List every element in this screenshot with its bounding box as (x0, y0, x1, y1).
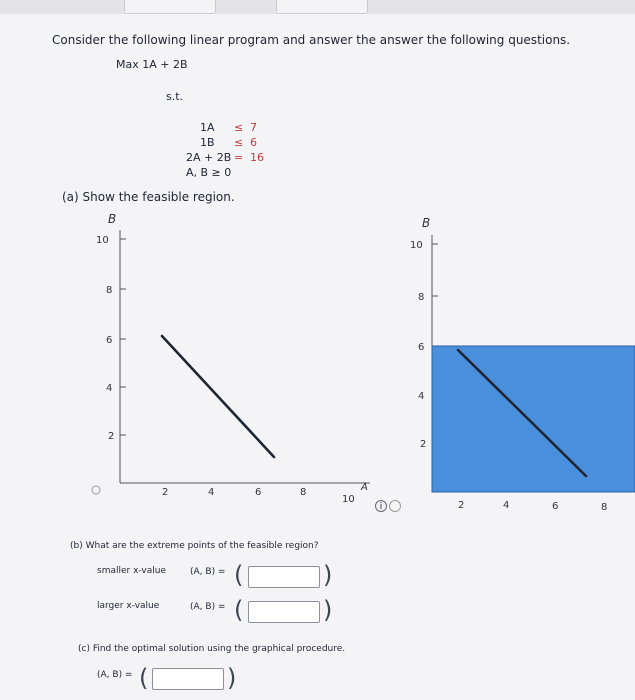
nonnegativity: A, B ≥ 0 (186, 166, 232, 179)
right-x-tick-label-4: 4 (503, 500, 510, 511)
right-y-tick-label-4: 4 (418, 391, 425, 402)
feasible-region-fill[interactable] (432, 346, 635, 492)
smaller-x-label: smaller x-value (97, 566, 166, 576)
toolbar-button-middle[interactable] (276, 0, 368, 14)
left-y-axis-label: B (108, 212, 117, 226)
constraint-2-rhs: 6 (250, 136, 257, 149)
left-x-axis-label: A (361, 482, 368, 493)
left-y-tick-label-8: 8 (106, 285, 113, 296)
right-y-tick-label-10: 10 (410, 240, 423, 251)
right-graph[interactable] (395, 210, 635, 515)
left-x-tick-label-10: 10 (342, 494, 355, 505)
part-b-prompt: (b) What are the extreme points of the feasible region? (70, 541, 319, 551)
toolbar-button-left[interactable] (124, 0, 216, 14)
right-y-tick-label-8: 8 (418, 292, 425, 303)
constraint-2-lhs: 1B (200, 136, 215, 149)
larger-open-paren: ( (234, 596, 244, 624)
right-x-tick-label-6: 6 (552, 501, 559, 512)
constraint-2-op: ≤ (234, 136, 244, 149)
left-x-tick-label-4: 4 (208, 487, 215, 498)
objective-function: Max 1A + 2B (116, 58, 188, 71)
larger-close-paren: ) (323, 596, 333, 624)
constraint-1-lhs: 1A (200, 121, 215, 134)
optimal-close-paren: ) (227, 664, 237, 692)
larger-point-input[interactable] (248, 601, 320, 623)
origin-marker (92, 486, 100, 494)
optimal-open-paren: ( (139, 664, 149, 692)
right-y-tick-label-2: 2 (420, 439, 427, 450)
left-x-tick-label-2: 2 (162, 487, 169, 498)
smaller-point-input[interactable] (248, 566, 320, 588)
left-y-tick-label-2: 2 (108, 431, 115, 442)
larger-x-label: larger x-value (97, 601, 160, 611)
right-x-tick-label-8: 8 (601, 502, 608, 513)
smaller-open-paren: ( (234, 561, 244, 589)
intro-text: Consider the following linear program and answer the answer the following questions. (52, 33, 571, 47)
optimal-pair-label: (A, B) = (97, 670, 133, 680)
smaller-close-paren: ) (323, 561, 333, 589)
top-toolbar (0, 0, 635, 14)
right-y-tick-label-6: 6 (418, 342, 425, 353)
info-icon[interactable] (374, 499, 404, 513)
constraint-3-lhs: 2A + 2B (186, 151, 232, 164)
right-y-axis-label: B (422, 216, 431, 230)
subject-to-label: s.t. (166, 90, 184, 103)
constraint-1-rhs: 7 (250, 121, 257, 134)
left-graph[interactable] (78, 205, 383, 505)
constraint-3-op: = (234, 151, 244, 164)
part-c-prompt: (c) Find the optimal solution using the graphical procedure. (78, 644, 346, 654)
constraint-3-rhs: 16 (250, 151, 264, 164)
left-x-tick-label-6: 6 (255, 487, 262, 498)
part-a-prompt: (a) Show the feasible region. (62, 190, 235, 204)
left-x-tick-label-8: 8 (300, 487, 307, 498)
constraint-1-op: ≤ (234, 121, 244, 134)
optimal-solution-input[interactable] (152, 668, 224, 690)
left-y-tick-label-4: 4 (106, 383, 113, 394)
left-y-tick-label-10: 10 (96, 235, 109, 246)
left-y-tick-label-6: 6 (106, 335, 113, 346)
left-constraint-line[interactable] (162, 336, 274, 457)
radio-icon (390, 501, 401, 512)
smaller-pair-label: (A, B) = (190, 567, 226, 577)
larger-pair-label: (A, B) = (190, 602, 226, 612)
right-x-tick-label-2: 2 (458, 500, 465, 511)
